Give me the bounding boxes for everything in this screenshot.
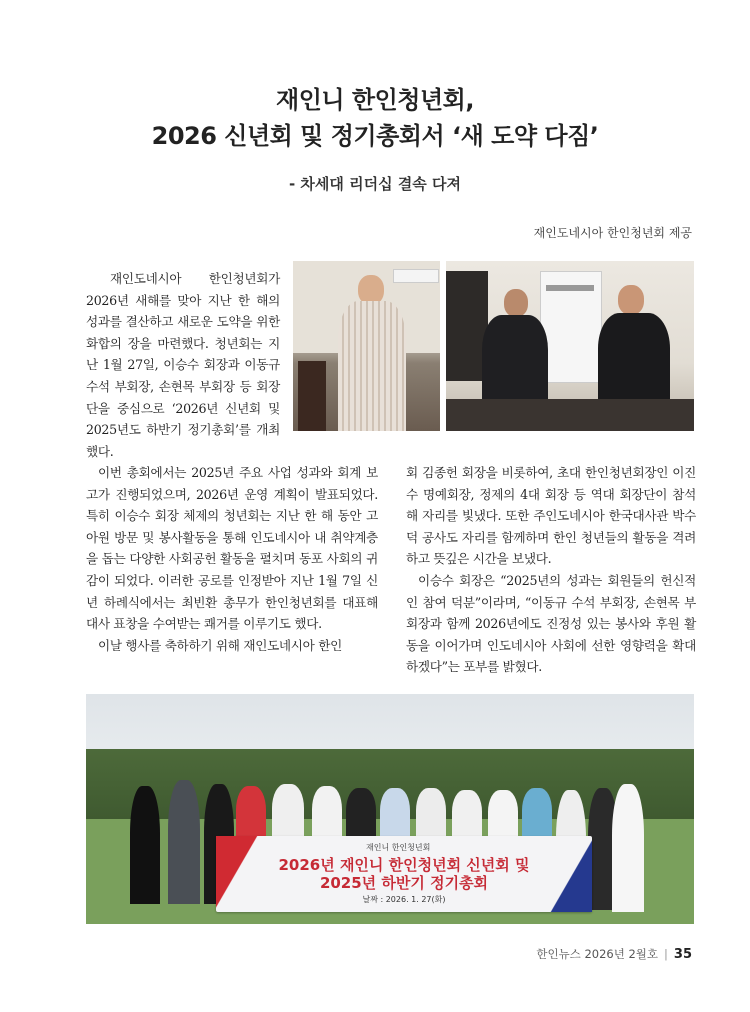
intro-paragraph: 재인도네시아 한인청년회가 2026년 새해를 맞아 지난 한 해의 성과를 결산하고 새로운 도약을 위한 화합의 장을 마련했다. 청년회는 지난 1월 27일, 이승수 회장과 이동규 수석 부회장, 손현목 부회장 등 회장단을 중심으로 ‘2026년 신년회 및 2025년도 하반기 정기총회’를 개최했다. xyxy=(86,271,280,459)
body-column-right xyxy=(406,462,696,678)
article-subtitle: - 차세대 리더십 결속 다져 xyxy=(288,175,461,193)
article-title-line1: 재인니 한인청년회, xyxy=(276,86,474,114)
body-paragraph: 이승수 회장은 “2025년의 성과는 회원들의 헌신적인 참여 덕분”이라며, “이동규 수석 부회장, 손현목 부회장과 함께 2026년에도 진정성 있는 봉사와 후원 활동을 이어가며 인도네시아 사회에 선한 영향력을 확대하겠다”는 포부를 밝혔다. xyxy=(406,572,696,675)
article-title-line2: 2026 신년회 및 정기총회서 ‘새 도약 다짐’ xyxy=(151,122,599,150)
footer-separator: | xyxy=(664,947,668,961)
body-paragraph: 회 김종헌 회장을 비롯하여, 초대 한인청년회장인 이진수 명예회장, 정제의 4대 회장 등 역대 회장단이 참석해 자리를 빛냈다. 또한 주인도네시아 한국대사관 박수덕 공사도 자리를 함께하며 한인 청년들의 활동을 격려하고 뜻깊은 시간을 보냈다. xyxy=(406,465,696,567)
banner-date: 날짜 : 2026. 1. 27(화) xyxy=(362,895,446,904)
event-banner xyxy=(216,836,592,912)
page-footer xyxy=(536,946,692,962)
body-paragraph: 이번 총회에서는 2025년 주요 사업 성과와 회계 보고가 진행되었으며, 2026년 운영 계획이 발표되었다. 특히 이승수 회장 체제의 청년회는 지난 한 해 동안 고아원 방문 및 봉사활동을 통해 인도네시아 내 취약계층을 돕는 다양한 사회공헌 활동을 펼치며 동포 사회의 귀감이 되었다. 이러한 공로를 인정받아 지난 1월 7일 신년 하례식에서는 최빈환 총무가 한인청년회를 대표해 대사 표창을 수여받는 쾌거를 이루기도 했다. xyxy=(86,465,378,632)
page-number: 35 xyxy=(673,947,692,962)
banner-logo: 재인니 한인청년회 xyxy=(366,843,431,852)
banner-title-line2: 2025년 하반기 정기총회 xyxy=(319,874,489,892)
publication-name: 한인뉴스 2026년 2월호 xyxy=(536,947,659,961)
photo-speaker-single xyxy=(293,261,440,431)
photo-group-golf xyxy=(86,694,694,924)
body-column-left xyxy=(86,462,378,656)
banner-title-line1: 2026년 재인니 한인청년회 신년회 및 xyxy=(278,856,530,874)
body-paragraph: 이날 행사를 축하하기 위해 재인도네시아 한인 xyxy=(98,637,342,653)
photo-speakers-pair xyxy=(446,261,694,431)
photo-credit: 재인도네시아 한인청년회 제공 xyxy=(533,226,692,240)
